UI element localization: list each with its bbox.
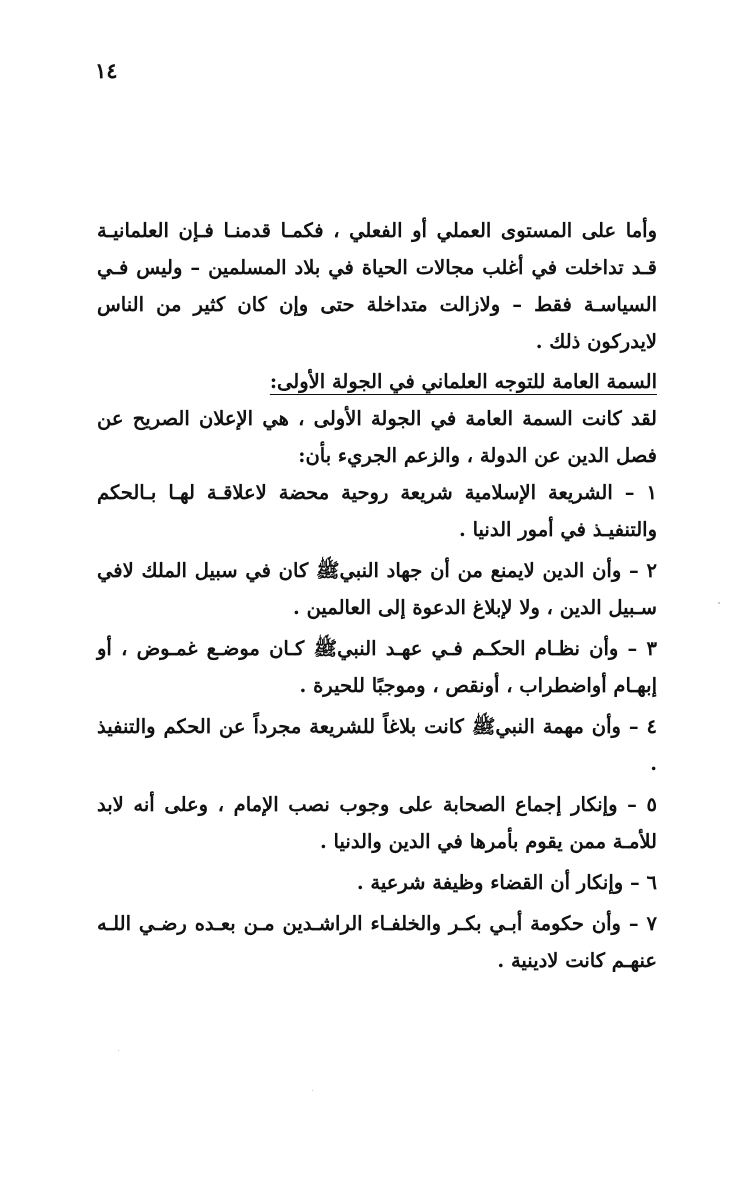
page-number: ١٤ [95,58,118,83]
list-item: ٧ – وأن حكومة أبـي بكـر والخلفـاء الراشـدين مـن بعـده رضـي اللـه عنهـم كانت لادينية . [97,912,657,972]
section-heading: السمة العامة للتوجه العلماني في الجولة الأولى: [269,370,657,393]
scan-speck [718,602,720,604]
list-item: ٣ – وأن نظـام الحكـم فـي عهـد النبيﷺ كـان موضـع غمـوض ، أو إبهـام أواضطراب ، أونقص ، وموجبًا للحيرة . [97,637,657,697]
list-item: ١ – الشريعة الإسلامية شريعة روحية محضة لاعلاقـة لهـا بـالحكم والتنفيـذ في أمور الدنيا . [97,481,657,541]
list-item: ٢ – وأن الدين لايمنع من أن جهاد النبيﷺ كان في سبيل الملك لافي سـبيل الدين ، ولا لإبلاغ الدعوة إلى العالمين . [97,559,657,619]
section-paragraph: لقد كانت السمة العامة في الجولة الأولى ، هي الإعلان الصريح عن فصل الدين عن الدولة ، والزعم الجريء بأن: [97,407,657,467]
claims-list [97,474,657,983]
list-item: ٦ – وإنكار أن القضاء وظيفة شرعية . [356,871,657,894]
list-item: ٤ – وأن مهمة النبيﷺ كانت بلاغاً للشريعة مجرداً عن الحكم والتنفيذ . [97,715,657,775]
list-item: ٥ – وإنكار إجماع الصحابة على وجوب نصب الإمام ، وعلى أنه لابد للأمـة ممن يقوم بأمرها في الدين والدنيا . [97,793,657,853]
intro-paragraph: وأما على المستوى العملي أو الفعلي ، فكمـا قدمنـا فـإن العلمانيـة قـد تداخلت في أغلب مجالات الحياة في بلاد المسلمين – وليس فـي السياسـة فقط – ولازالت متداخلة حتى وإن كان كثير من الناس لايدركون ذلك . [97,219,657,353]
scan-speck [312,1090,313,1091]
scan-speck [118,1050,119,1051]
